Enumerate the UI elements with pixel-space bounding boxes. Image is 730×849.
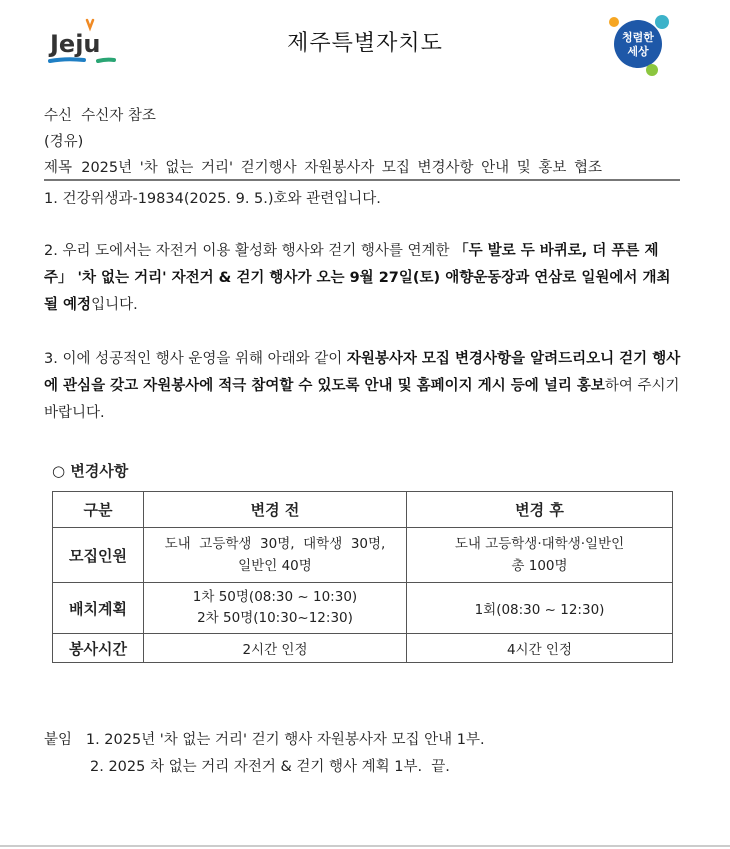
cell-line: 1차 50명(08:30 ~ 10:30)	[192, 589, 358, 605]
recipient-label: 수신	[44, 108, 73, 124]
subject-line	[44, 156, 680, 181]
circle-bullet-icon: ○	[52, 462, 66, 480]
bottom-divider	[0, 845, 730, 847]
subject-value: 2025년 '차 없는 거리' 걷기행사 자원봉사자 모집 변경사항 안내 및 홍보 협조	[81, 160, 603, 176]
attachments	[44, 727, 485, 781]
paragraph-2-number: 2.	[44, 243, 58, 259]
svg-text:Jeju: Jeju	[50, 30, 101, 58]
table-row	[53, 528, 673, 583]
paragraph-2-tail: 입니다.	[91, 297, 138, 313]
cell-line: 총 100명	[511, 558, 568, 574]
cell-line: 도내 고등학생·대학생·일반인	[454, 536, 625, 552]
cell-line: 2차 50명(10:30~12:30)	[197, 610, 353, 626]
recipient-value: 수신자 참조	[81, 108, 156, 124]
paragraph-3-text: 이에 성공적인 행사 운영을 위해 아래와 같이	[62, 351, 347, 367]
attachment-item: 2. 2025 차 없는 거리 자전거 & 걷기 행사 계획 1부. 끝.	[90, 759, 450, 775]
paragraph-2	[44, 238, 684, 319]
cell-before	[144, 583, 407, 634]
org-title: 제주특별자치도	[287, 31, 443, 56]
paragraph-3-bold: 자원봉사자 모집 변경사항을 알려드리오니 걷기 행사에 관심을 갖고 자원봉사에 적극 참여할 수 있도록 안내 및 홈페이지 게시 등에 널리 홍보	[44, 351, 681, 394]
header-after: 변경 후	[407, 492, 673, 528]
paragraph-3-number: 3.	[44, 351, 58, 367]
cell-after	[407, 583, 673, 634]
table-row	[53, 583, 673, 634]
cell-before	[144, 528, 407, 583]
table-row	[53, 634, 673, 663]
cell-line: 일반인 40명	[238, 558, 312, 574]
via-line: (경유)	[44, 134, 84, 150]
recipient-line	[44, 104, 156, 125]
paragraph-2-bold: 「두 발로 두 바퀴로, 더 푸른 제주」 '차 없는 거리' 자전거 & 걷기 행사가 오는 9월 27일(토) 애향운동장과 연삼로 일원에서 개최될 예정	[44, 243, 671, 313]
cell-before	[144, 634, 407, 663]
subject-label: 제목	[44, 160, 73, 176]
attachments-label: 붙임	[44, 732, 73, 748]
svg-text:세상: 세상	[627, 45, 649, 58]
attachment-row	[44, 727, 485, 754]
attachment-item: 1. 2025년 '차 없는 거리' 걷기 행사 자원봉사자 모집 안내 1부.	[85, 732, 485, 748]
section-title	[52, 460, 128, 481]
header-before: 변경 전	[144, 492, 407, 528]
header-category: 구분	[53, 492, 144, 528]
svg-text:청렴한: 청렴한	[622, 31, 654, 44]
paragraph-3	[44, 346, 684, 427]
cell-line: 1회(08:30 ~ 12:30)	[474, 602, 605, 618]
paragraph-3-tail: 하여 주시기 바랍니다.	[44, 378, 680, 421]
changes-table	[52, 491, 673, 663]
paragraph-2-text: 우리 도에서는 자전거 이용 활성화 행사와 걷기 행사를 연계한	[62, 243, 455, 259]
cell-after	[407, 528, 673, 583]
cell-line: 2시간 인정	[242, 642, 308, 658]
cell-line: 도내 고등학생 30명, 대학생 30명,	[164, 536, 386, 552]
table-header-row	[53, 492, 673, 528]
cell-line: 4시간 인정	[506, 642, 573, 658]
cell-after	[407, 634, 673, 663]
row-label: 봉사시간	[53, 634, 144, 663]
paragraph-1: 1. 건강위생과-19834(2025. 9. 5.)호와 관련입니다.	[44, 191, 381, 207]
section-title-text: 변경사항	[70, 462, 129, 480]
row-label: 모집인원	[53, 528, 144, 583]
row-label: 배치계획	[53, 583, 144, 634]
